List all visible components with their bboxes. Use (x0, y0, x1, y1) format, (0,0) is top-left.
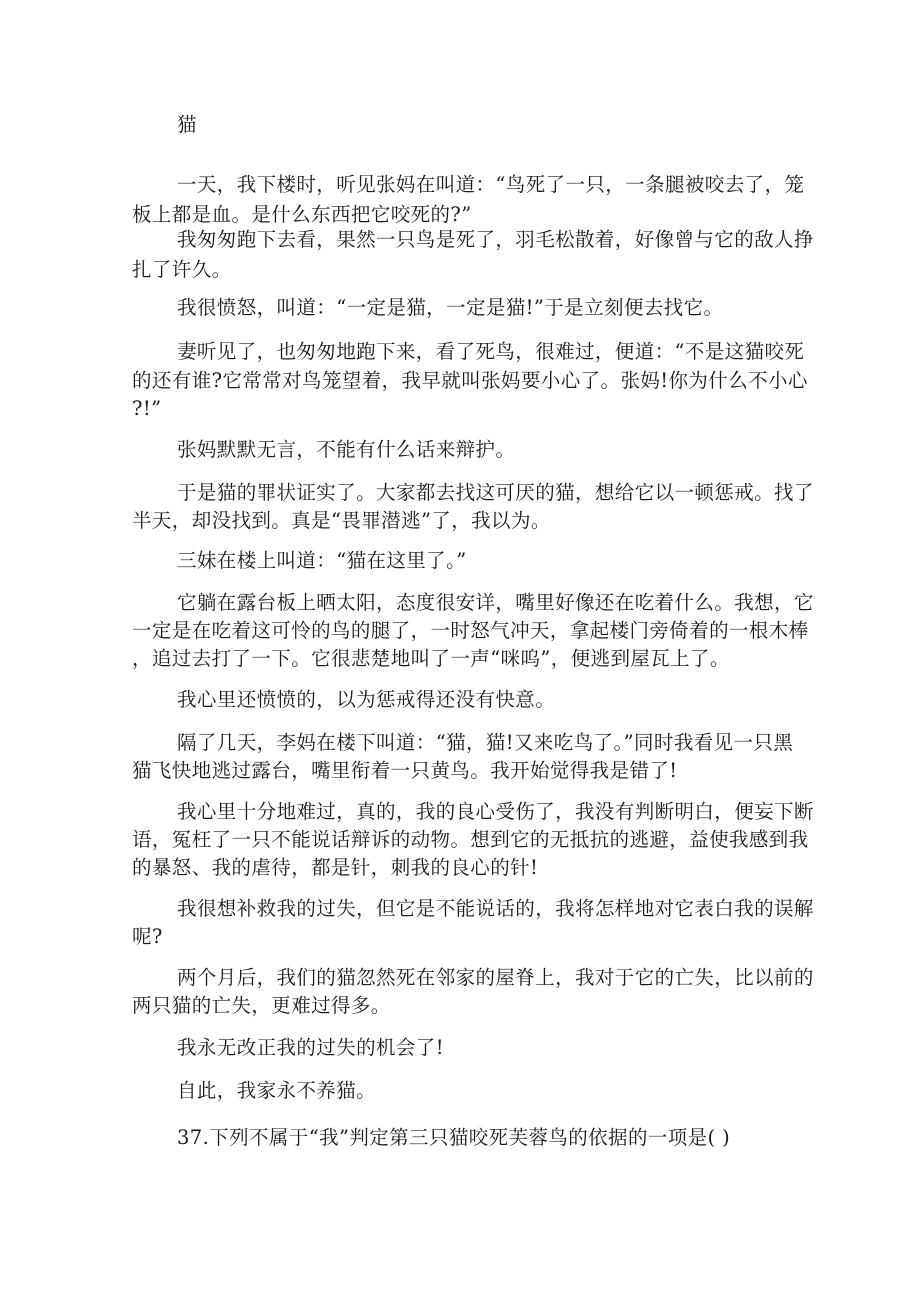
paragraph-line: 妻听见了，也匆匆地跑下来，看了死鸟，很难过，便道：“不是这猫咬死 (177, 340, 805, 363)
paragraph-line: 扎了许久。 (132, 258, 232, 281)
paragraph-line: 它躺在露台板上晒太阳，态度很安详，嘴里好像还在吃着什么。我想，它 (177, 591, 814, 614)
paragraph-line: 我心里还愤愤的，以为惩戒得还没有快意。 (177, 688, 556, 711)
paragraph-line: 两个月后，我们的猫忽然死在邻家的屋脊上，我对于它的亡失，比以前的 (177, 966, 814, 989)
paragraph-line: 两只猫的亡失，更难过得多。 (132, 994, 391, 1017)
paragraph-line: ，追过去打了一下。它很悲楚地叫了一声“咪呜”，便逃到屋瓦上了。 (132, 647, 730, 670)
paragraph-line: 猫飞快地逃过露台，嘴里衔着一只黄鸟。我开始觉得我是错了! (132, 759, 678, 782)
paragraph-line: 我心里十分地难过，真的，我的良心受伤了，我没有判断明白，便妄下断 (177, 800, 814, 823)
paragraph-line: 的暴怒、我的虐待，都是针，刺我的良心的针! (132, 856, 539, 879)
paragraph-line: 隔了几天，李妈在楼下叫道：“猫，猫!又来吃鸟了。”同时我看见一只黑 (177, 731, 794, 754)
paragraph-line: 自此，我家永不养猫。 (177, 1079, 377, 1102)
paragraph-line: 我很愤怒，叫道：“一定是猫，一定是猫!”于是立刻便去找它。 (177, 296, 724, 319)
paragraph-line: 我永无改正我的过失的机会了! (177, 1036, 444, 1059)
paragraph-line: 于是猫的罪状证实了。大家都去找这可厌的猫，想给它以一顿惩戒。找了 (177, 481, 814, 504)
paragraph-line: 呢? (132, 925, 163, 948)
paragraph-line: 三妹在楼上叫道：“猫在这里了。” (177, 549, 467, 572)
paragraph-line: ?!” (132, 397, 162, 420)
paragraph-line: 我很想补救我的过失，但它是不能说话的，我将怎样地对它表白我的误解 (177, 897, 814, 920)
paragraph-line: 板上都是血。是什么东西把它咬死的?” (132, 203, 472, 226)
paragraph-line: 一天，我下楼时，听见张妈在叫道：“鸟死了一只，一条腿被咬去了，笼 (177, 173, 805, 196)
paragraph-line: 半天，却没找到。真是“畏罪潜逃”了，我以为。 (132, 509, 551, 532)
document-title: 猫 (177, 113, 197, 136)
paragraph-line: 一定是在吃着这可怜的鸟的腿了，一时怒气冲天，拿起楼门旁倚着的一根木棒 (132, 619, 809, 642)
paragraph-line: 张妈默默无言，不能有什么话来辩护。 (177, 438, 516, 461)
paragraph-line: 语，冤枉了一只不能说话辩诉的动物。想到它的无抵抗的逃避，益使我感到我 (132, 828, 809, 851)
paragraph-line: 我匆匆跑下去看，果然一只鸟是死了，羽毛松散着，好像曾与它的敌人挣 (177, 228, 814, 251)
paragraph-line: 的还有谁?它常常对鸟笼望着，我早就叫张妈要小心了。张妈!你为什么不小心 (132, 369, 808, 392)
question-37: 37.下列不属于“我”判定第三只猫咬死芙蓉鸟的依据的一项是( ) (177, 1126, 731, 1149)
